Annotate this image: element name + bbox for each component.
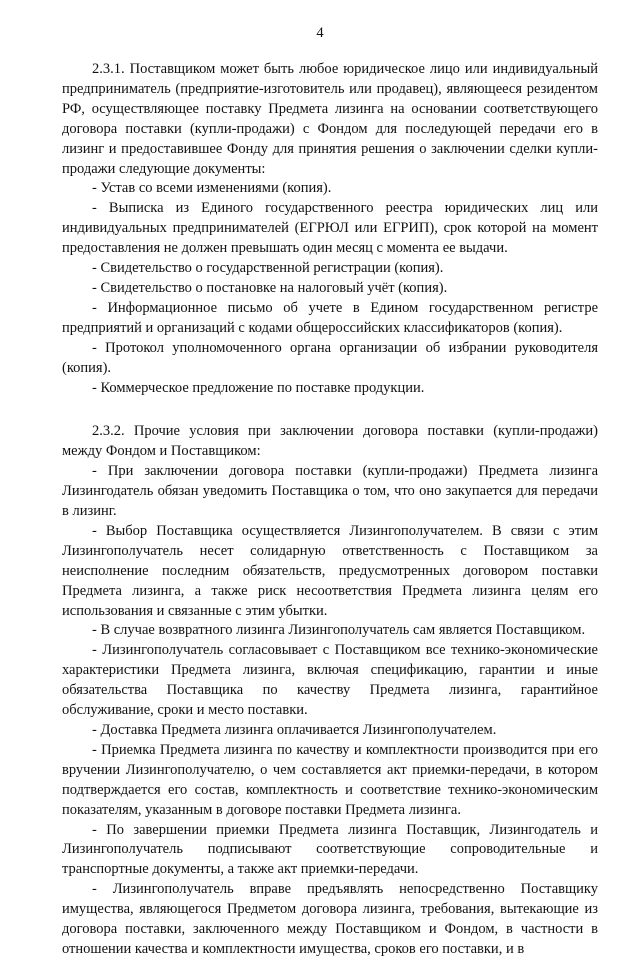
section-2-3-1-heading: 2.3.1. Поставщиком может быть любое юридическое лицо или индивидуальный предприниматель (предприятие-изготовитель или продавец), являющееся резидентом РФ, осуществляющее поставку Предмета лизинга на основании соответствующего договора поставки (купли-продажи) с Фондом для последующей передачи его в лизинг и предоставившее Фонду для принятия решения о заключении сделки купли-продажи следующие документы: (62, 61, 598, 177)
list-item: - По завершении приемки Предмета лизинга Поставщик, Лизингодатель и Лизингополучатель подписывают соответствующие сопроводительные и транспортные документы, а также акт приемки-передачи. (62, 821, 598, 878)
list-item: - При заключении договора поставки (купли-продажи) Предмета лизинга Лизингодатель обязан уведомить Поставщика о том, что оно закупается для передачи в лизинг. (62, 463, 598, 520)
list-item: - Устав со всеми изменениями (копия). (92, 180, 332, 197)
paragraph-gap (62, 398, 598, 422)
list-item: - Протокол уполномоченного органа организации об избрании руководителя (копия). (62, 339, 598, 376)
document-body (62, 60, 598, 960)
list-item: - Приемка Предмета лизинга по качеству и комплектности производится при его вручении Лизингополучателю, о чем составляется акт приемки-передачи, в котором подтверждается его состав, комплектность и соответствие технико-экономическим показателям, указанным в договоре поставки Предмета лизинга. (62, 741, 598, 818)
list-item: - Коммерческое предложение по поставке продукции. (92, 379, 425, 396)
list-item: - В случае возвратного лизинга Лизингополучатель сам является Поставщиком. (92, 622, 586, 639)
section-2-3-2-heading: 2.3.2. Прочие условия при заключении договора поставки (купли-продажи) между Фондом и Поставщиком: (62, 423, 598, 460)
list-item: - Свидетельство о постановке на налоговый учёт (копия). (92, 279, 448, 296)
list-item: - Свидетельство о государственной регистрации (копия). (92, 260, 444, 277)
list-item: - Лизингополучатель согласовывает с Поставщиком все технико-экономические характеристики Предмета лизинга, включая спецификацию, гарантии и иные обязательства Поставщика по качеству Предмета лизинга, гарантийное обслуживание, сроки и место поставки. (62, 642, 598, 719)
list-item: - Выбор Поставщика осуществляется Лизингополучателем. В связи с этим Лизингополучатель несет солидарную ответственность с Поставщиком за неисполнение последним обязательств, предусмотренных договором поставки Предмета лизинга, а также риск несоответствия Предмета лизинга целям его использования и связанные с этим убытки. (62, 522, 598, 619)
list-item: - Лизингополучатель вправе предъявлять непосредственно Поставщику имущества, являющегося Предметом договора лизинга, требования, вытекающие из договора поставки, заключенного между Поставщиком и Фондом, в частности в отношении качества и комплектности имущества, сроков его поставки, и в (62, 881, 598, 957)
list-item: - Информационное письмо об учете в Едином государственном регистре предприятий и организаций с кодами общероссийских классификаторов (копия). (62, 299, 598, 336)
page-number: 4 (316, 25, 324, 41)
list-item: - Выписка из Единого государственного реестра юридических лиц или индивидуальных предпринимателей (ЕГРЮЛ или ЕГРИП), срок которой на момент предоставления не должен превышать один месяц с момента ее выдачи. (62, 200, 598, 257)
list-item: - Доставка Предмета лизинга оплачивается Лизингополучателем. (92, 722, 497, 738)
